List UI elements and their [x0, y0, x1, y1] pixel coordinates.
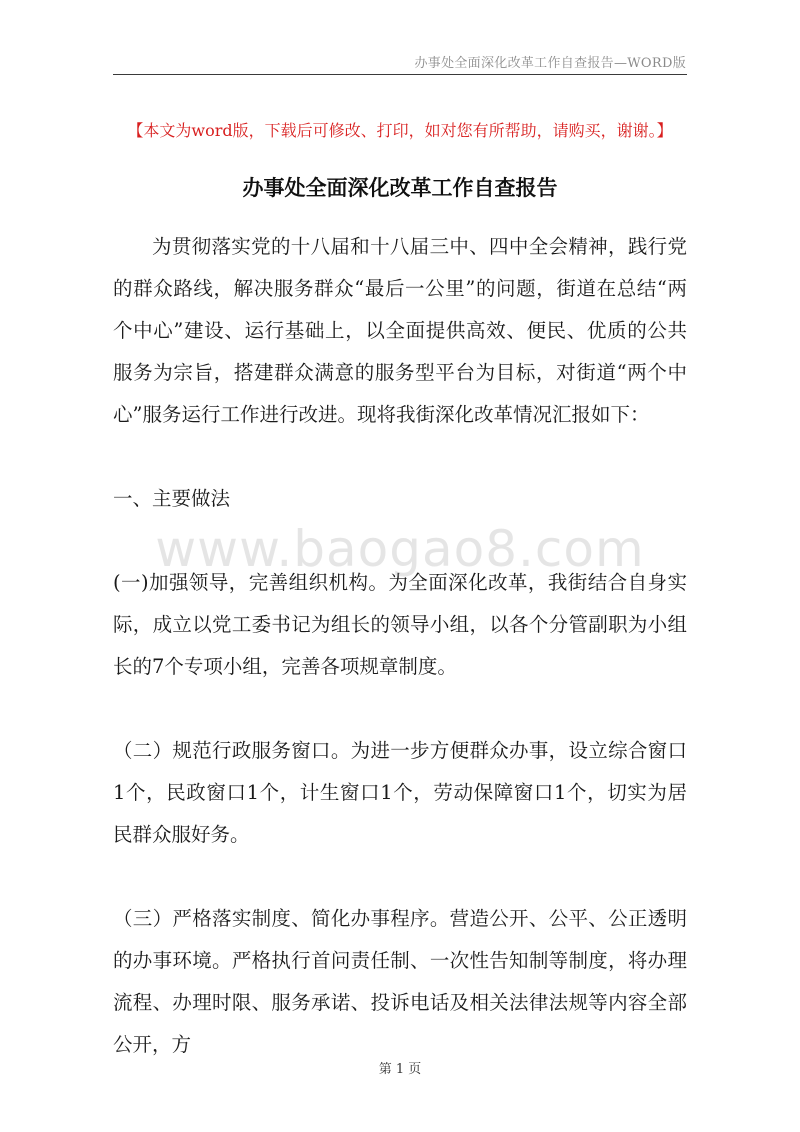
download-notice: 【本文为word版，下载后可修改、打印，如对您有所帮助，请购买，谢谢。】 [127, 121, 673, 140]
item-paragraph-3: （三）严格落实制度、简化办事程序。营造公开、公平、公正透明的办事环境。严格执行首问责任制、一次性告知制等制度，将办理流程、办理时限、服务承诺、投诉电话及相关法律法规等内容全部公开，方 [113, 907, 687, 1056]
document-body [113, 226, 687, 1066]
header-divider [113, 74, 687, 75]
item-paragraph-2: （二）规范行政服务窗口。为进一步方便群众办事，设立综合窗口1个，民政窗口1个，计生窗口1个，劳动保障窗口1个，切实为居民群众服好务。 [113, 739, 687, 846]
page-number: 第 1 页 [378, 1062, 422, 1077]
site-watermark: www.baogao8.com [155, 520, 645, 578]
item-paragraph-1: (一)加强领导，完善组织机构。为全面深化改革，我街结合自身实际，成立以党工委书记为组长的领导小组，以各个分管副职为小组长的7个专项小组，完善各项规章制度。 [113, 571, 687, 678]
intro-paragraph: 为贯彻落实党的十八届和十八届三中、四中全会精神，践行党的群众路线，解决服务群众“最后一公里”的问题，街道在总结“两个中心”建设、运行基础上，以全面提供高效、便民、优质的公共服务为宗旨，搭建群众满意的服务型平台为目标，对街道“两个中心”服务运行工作进行改进。现将我街深化改革情况汇报如下： [113, 235, 687, 426]
section-heading-main-practices: 一、主要做法 [113, 487, 231, 510]
document-title: 办事处全面深化改革工作自查报告 [242, 175, 558, 200]
running-header: 办事处全面深化改革工作自查报告—WORD版 [414, 56, 686, 71]
